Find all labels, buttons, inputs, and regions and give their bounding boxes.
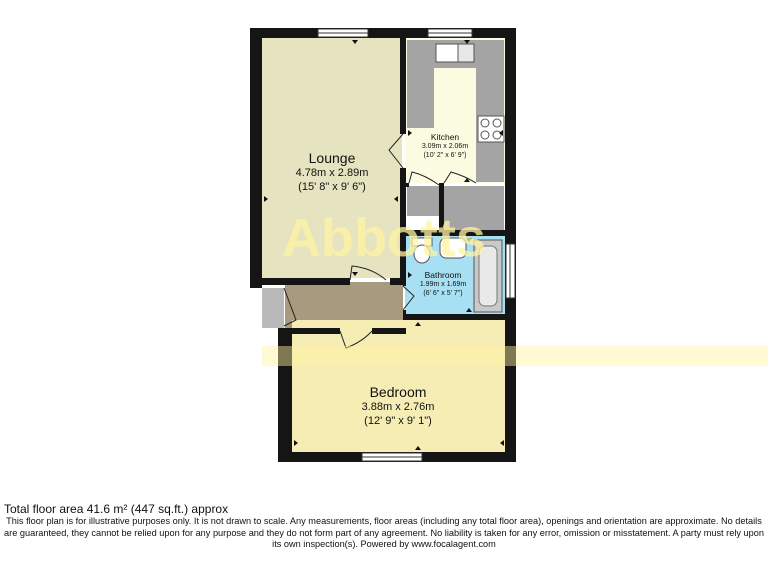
room-dims-metric: 3.09m x 2.06m: [421, 143, 469, 150]
wall: [250, 28, 262, 288]
bathroom-label: [410, 270, 476, 298]
brand-watermark: Abbotts: [282, 208, 486, 268]
wall: [403, 314, 505, 320]
room-dims-metric: 1.99m x 1.69m: [419, 281, 467, 288]
sink-bowl: [458, 44, 474, 62]
kitchen-counter-left: [407, 40, 434, 128]
disclaimer-text: This floor plan is for illustrative purposes only. It is not drawn to scale. Any measurements, floor areas (including any total floor area), openings and orientation are approximate. No details are guaranteed, they cannot be relied upon for any purpose and they do not form part of any agreement. No liability is taken for any error, omission or misstatement. A party must rely upon its own inspection(s). Powered by www.focalagent.com: [4, 516, 764, 549]
room-dims-imperial: (10' 2" x 6' 9"): [423, 152, 467, 159]
room-name: Lounge: [308, 150, 356, 166]
room-dims-imperial: (6' 6" x 5' 7"): [423, 290, 463, 297]
wall: [250, 28, 516, 38]
room-dims-metric: 4.78m x 2.89m: [295, 167, 369, 179]
watermark-bar: [262, 346, 768, 366]
bedroom-label: [348, 384, 448, 428]
entry-step: [262, 288, 284, 328]
total-floor-area: Total floor area 41.6 m² (447 sq.ft.) approx: [4, 502, 229, 516]
room-name: Kitchen: [430, 132, 460, 142]
room-name: Bathroom: [424, 270, 462, 280]
wall: [278, 328, 340, 334]
wall: [372, 328, 406, 334]
room-name: Bedroom: [369, 384, 427, 400]
lounge-label: [282, 150, 382, 194]
sink: [436, 44, 458, 62]
room-dims-imperial: (15' 8" x 9' 6"): [298, 181, 366, 193]
wall: [405, 183, 409, 187]
kitchen-counter-right: [476, 40, 504, 182]
wall: [250, 278, 350, 285]
kitchen-label: [412, 132, 478, 160]
wall: [505, 28, 516, 458]
room-dims-imperial: (12' 9" x 9' 1"): [364, 415, 432, 427]
wall: [400, 38, 406, 134]
room-dims-metric: 3.88m x 2.76m: [361, 401, 435, 413]
